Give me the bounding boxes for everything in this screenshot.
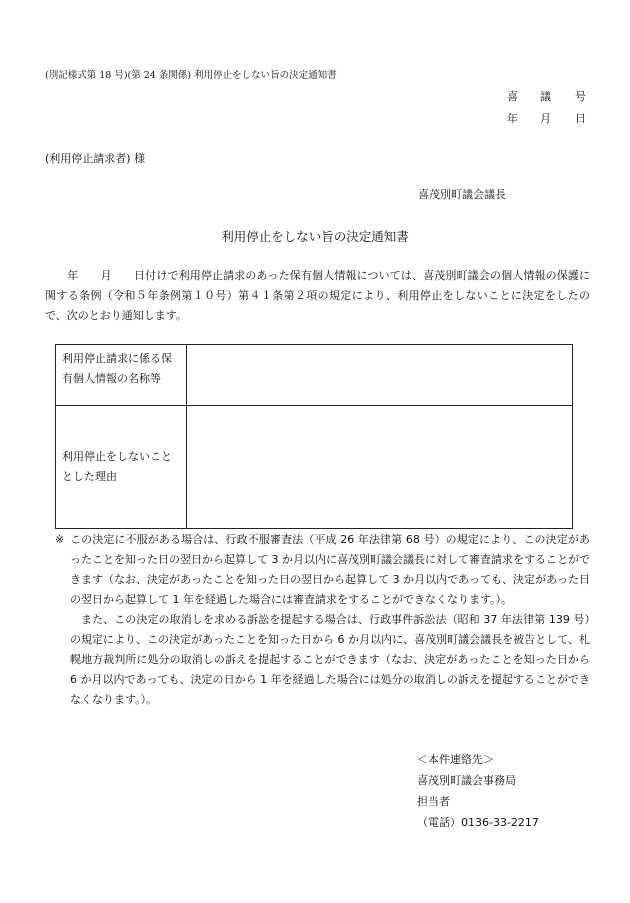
document-title: 利用停止をしない旨の決定通知書 <box>221 229 409 244</box>
doc-number-ki: 喜 <box>507 90 518 103</box>
date-month: 月 <box>540 112 551 125</box>
note-mark: ※ <box>55 533 65 546</box>
doc-number-go: 号 <box>575 90 586 103</box>
body-paragraph: 年 月 日付けで利用停止請求のあった保有個人情報については、喜茂別町議会の個人情報の保護に関する条例（令和５年条例第１０号）第４１条第２項の規定により、利用停止をしないことに決定をしたので、次のとおり通知します。 <box>45 269 590 322</box>
document-number <box>507 88 586 104</box>
date-day: 日 <box>575 112 586 125</box>
note-paragraph-review: この決定に不服がある場合は、行政不服審査法（平成 26 年法律第 68 号）の規定により、この決定があったことを知った日の翌日から起算して 3 か月以内に喜茂別町議会議長に対して審査請求をすることができます（なお、決定があったことを知った日の翌日から起算して 3 か月以内であっても、決定があった日の翌日から起算して 1 年を経過した場合には審査請求をすることができなくなります。）。 <box>70 533 590 606</box>
note-paragraph-lawsuit: また、この決定の取消しを求める訴訟を提起する場合は、行政事件訴訟法（昭和 37 年法律第 139 号）の規定により、この決定があったことを知った日から 6 か月以内に、喜茂別町議会議長を被告として、札幌地方裁判所に処分の取消しの訴えを提起することができます（なお、決定があったことを知った日から 6 か月以内であっても、決定の日から 1 年を経過した場合には処分の取消しの訴えを提起することができなくなります。）。 <box>70 613 590 706</box>
date-year: 年 <box>507 112 518 125</box>
table-label-info-name: 利用停止請求に係る保有個人情報の名称等 <box>56 345 187 406</box>
contact-block <box>417 749 539 833</box>
doc-number-gi: 議 <box>540 90 551 103</box>
contact-person: 担当者 <box>417 795 450 808</box>
contact-phone: （電話）0136-33-2217 <box>417 816 539 829</box>
table-value-reason <box>187 406 573 529</box>
contact-office: 喜茂別町議会事務局 <box>417 774 516 787</box>
info-table <box>55 344 573 529</box>
table-row <box>56 345 573 406</box>
issuer: 喜茂別町議会議長 <box>418 188 506 201</box>
table-row <box>56 406 573 529</box>
notes-section <box>45 530 590 710</box>
contact-heading: ＜本件連絡先＞ <box>417 753 494 766</box>
form-label: (別記様式第 18 号)(第 24 条関係) 利用停止をしない旨の決定通知書 <box>45 70 337 81</box>
table-value-info-name <box>187 345 573 406</box>
table-label-reason: 利用停止をしないこととした理由 <box>56 406 187 529</box>
addressee: (利用停止請求者) 様 <box>45 152 146 165</box>
document-date <box>507 110 586 126</box>
